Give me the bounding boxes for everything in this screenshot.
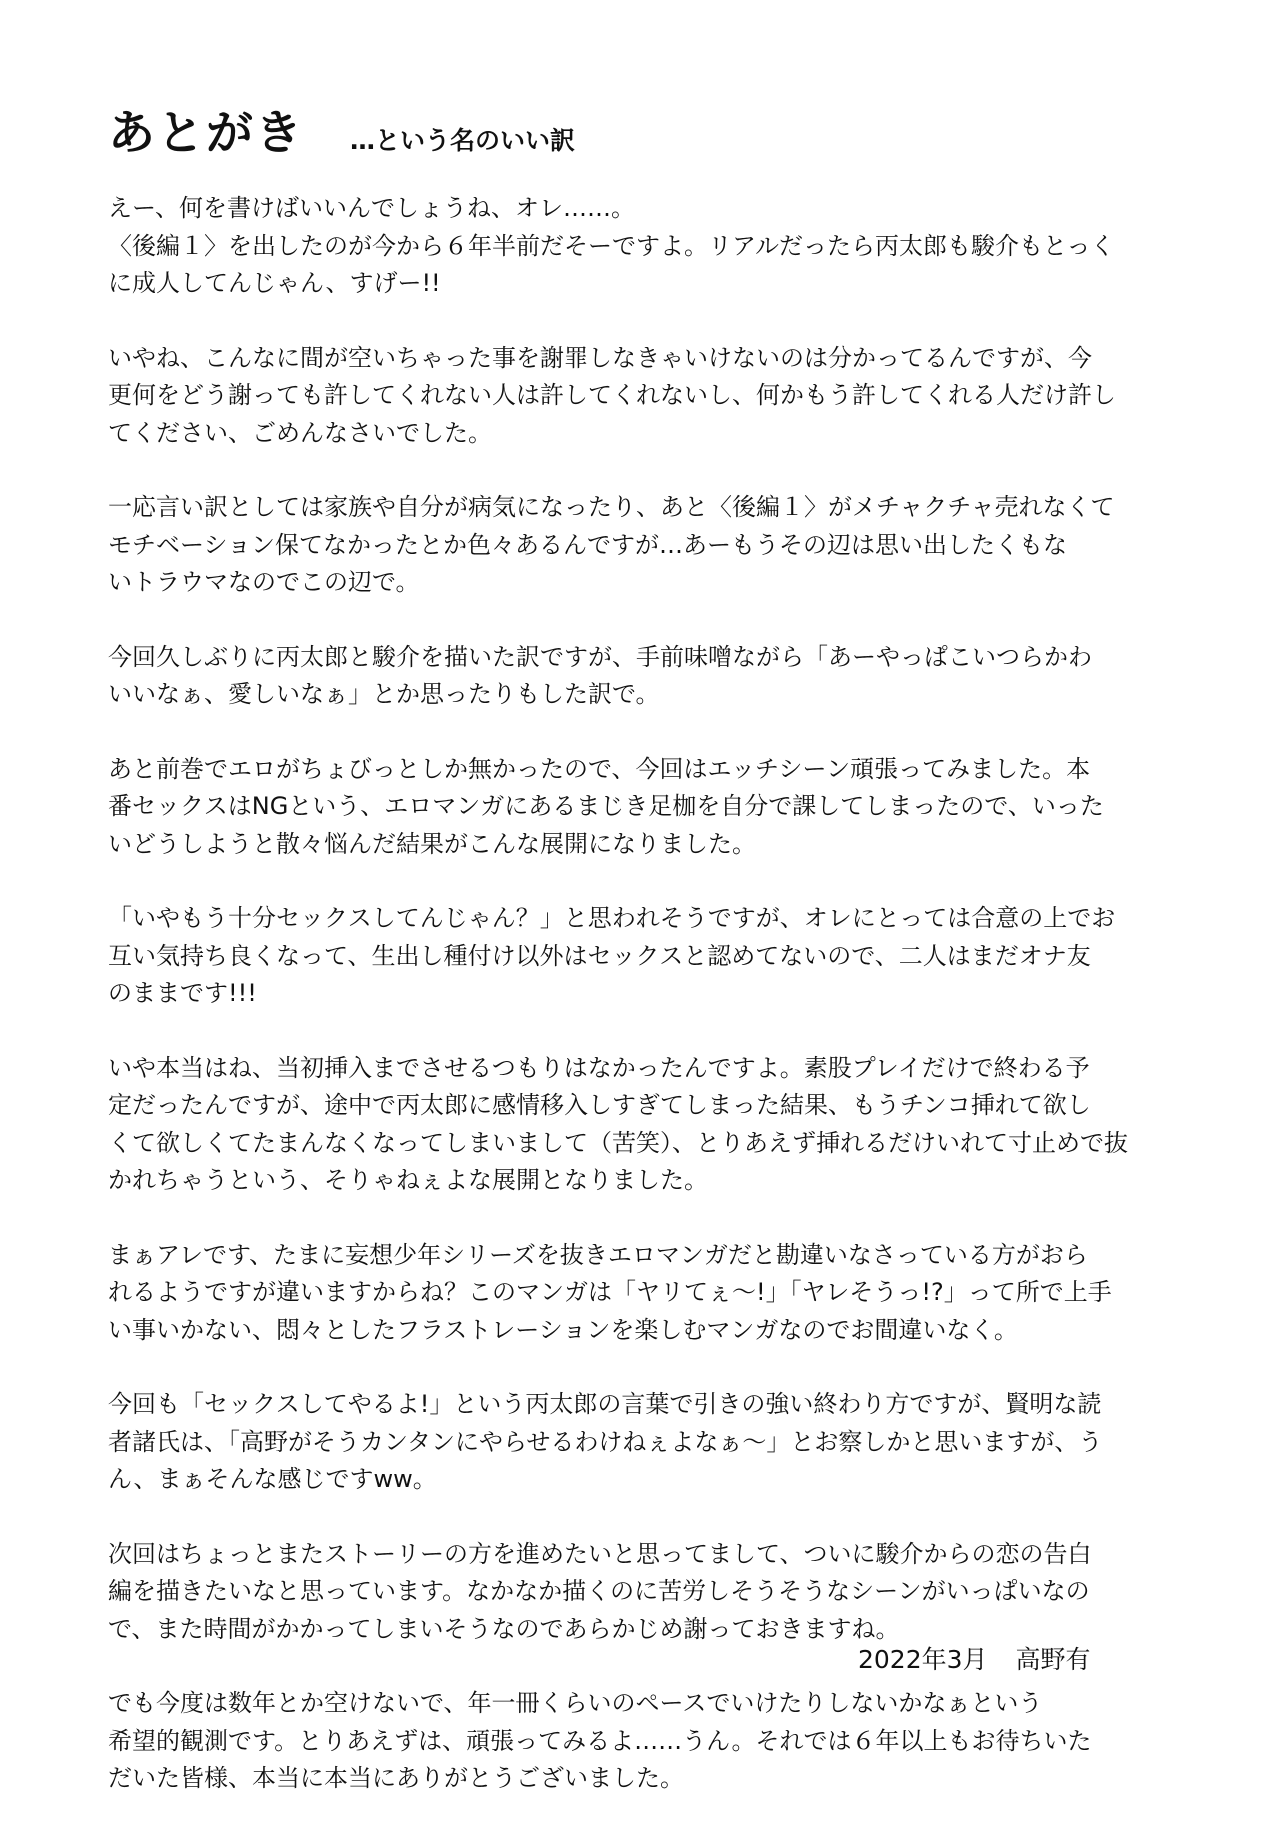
page-title: あとがき: [108, 106, 304, 161]
paragraph-line: でも今度は数年とか空けないで、年一冊くらいのペースでいけたりしないかなぁという: [108, 1689, 1043, 1717]
paragraph-line: のままです!!!: [108, 979, 257, 1007]
paragraph-line: 次回はちょっとまたストーリーの方を進めたいと思ってまして、ついに駿介からの恋の告白: [108, 1539, 1092, 1568]
paragraph-line: い事いかない、悶々としたフラストレーションを楽しむマンガなのでお間違いなく。: [108, 1315, 1018, 1344]
signature-author: 高野有: [1015, 1645, 1091, 1674]
paragraph-line: 定だったんですが、途中で丙太郎に感情移入しすぎてしまった結果、もうチンコ挿れて欲し: [108, 1091, 1091, 1119]
page-subtitle: …という名のいい訳: [350, 126, 576, 155]
paragraph-line: 者諸氏は、「高野がそうカンタンにやらせるわけねぇよなぁ〜」とお察しかと思いますが、う: [108, 1427, 1103, 1456]
paragraph: [108, 489, 1188, 602]
paragraph: [108, 1386, 1188, 1499]
paragraph-line: モチベーション保てなかったとか色々あるんですが…あーもうその辺は思い出したくもな: [108, 530, 1068, 559]
paragraph-line: 〈後編１〉を出したのが今から６年半前だそーですよ。リアルだったら丙太郎も駿介もとっく: [108, 231, 1115, 260]
paragraph-line: いどうしようと散々悩んだ結果がこんな展開になりました。: [108, 829, 756, 858]
paragraph: [108, 1050, 1188, 1200]
signature: [858, 1640, 1091, 1676]
signature-date: 2022年3月: [858, 1645, 988, 1674]
paragraph: [108, 751, 1188, 864]
paragraph-line: で、また時間がかかってしまいそうなのであらかじめ謝っておきますね。: [108, 1614, 900, 1643]
header: [108, 96, 575, 163]
paragraph-line: 希望的観測です。とりあえずは、頑張ってみるよ……うん。それでは６年以上もお待ちいた: [108, 1726, 1092, 1755]
paragraph-line: いやね、こんなに間が空いちゃった事を謝罪しなきゃいけないのは分かってるんですが、今: [108, 343, 1092, 372]
paragraph-line: いトラウマなのでこの辺で。: [108, 568, 420, 596]
paragraph-line: くて欲しくてたまんなくなってしまいまして（苦笑）、とりあえず挿れるだけいれて寸止めで抜: [108, 1128, 1128, 1157]
paragraph-line: いや本当はね、当初挿入までさせるつもりはなかったんですよ。素股プレイだけで終わる予: [108, 1053, 1090, 1082]
paragraph: [108, 190, 1188, 303]
paragraph: [108, 1237, 1188, 1350]
paragraph-line: 更何をどう謝っても許してくれない人は許してくれないし、何かもう許してくれる人だけ許し: [108, 381, 1116, 409]
paragraph-line: 番セックスはNGという、エロマンガにあるまじき足枷を自分で課してしまったので、いった: [108, 792, 1104, 820]
paragraph-line: 今回久しぶりに丙太郎と駿介を描いた訳ですが、手前味噌ながら「あーやっぱこいつらかわ: [108, 642, 1092, 671]
paragraph-line: かれちゃうという、そりゃねぇよな展開となりました。: [108, 1166, 708, 1194]
paragraph: [108, 1536, 1188, 1649]
paragraph-line: えー、何を書けばいいんでしょうね、オレ……。: [108, 194, 636, 222]
paragraph-line: まぁアレです、たまに妄想少年シリーズを抜きエロマンガだと勘違いなさっている方がおら: [108, 1240, 1088, 1269]
paragraph-line: 今回も「セックスしてやるよ!」という丙太郎の言葉で引きの強い終わり方ですが、賢明な読: [108, 1390, 1102, 1418]
paragraph-line: ん、まぁそんな感じですww。: [108, 1465, 437, 1493]
paragraph: [108, 1685, 1188, 1798]
paragraph-line: 「いやもう十分セックスしてんじゃん？」と思われそうですが、オレにとっては合意の上でお: [108, 904, 1116, 932]
paragraph-line: いいなぁ、愛しいなぁ」とか思ったりもした訳で。: [108, 680, 660, 708]
paragraph-line: 一応言い訳としては家族や自分が病気になったり、あと〈後編１〉がメチャクチャ売れなくて: [108, 493, 1115, 521]
paragraph-line: あと前巻でエロがちょびっとしか無かったので、今回はエッチシーン頑張ってみました。本: [108, 754, 1091, 783]
afterword-body: [108, 190, 1188, 1835]
paragraph: [108, 639, 1188, 714]
paragraph-line: 互い気持ち良くなって、生出し種付け以外はセックスと認めてないので、二人はまだオナ友: [108, 941, 1091, 970]
paragraph: [108, 900, 1188, 1013]
paragraph-line: てください、ごめんなさいでした。: [108, 418, 492, 447]
paragraph-line: 編を描きたいなと思っています。なかなか描くのに苦労しそうそうなシーンがいっぱいなの: [108, 1577, 1090, 1605]
paragraph-line: に成人してんじゃん、すげー!!: [108, 269, 441, 297]
paragraph: [108, 340, 1188, 453]
paragraph-line: だいた皆様、本当に本当にありがとうございました。: [108, 1764, 684, 1792]
paragraph-line: れるようですが違いますからね？このマンガは「ヤリてぇ〜!」「ヤレそうっ!?」って所で上手: [108, 1278, 1112, 1306]
